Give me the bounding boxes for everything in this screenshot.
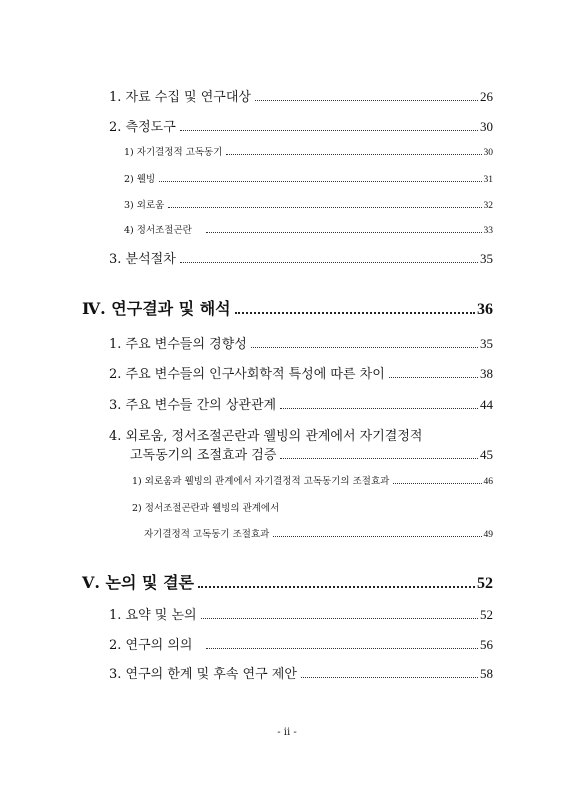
toc-entry bbox=[109, 363, 493, 382]
toc-entry-title: 1. 요약 및 논의 bbox=[109, 608, 197, 623]
toc-page-number: 30 bbox=[480, 119, 493, 134]
toc-chapter-title: Ⅴ. 논의 및 결론 bbox=[82, 573, 194, 592]
toc-page-number: 56 bbox=[480, 637, 493, 652]
toc-entry-title: 1) 자기결정적 고독동기 bbox=[124, 147, 223, 158]
toc-chapter bbox=[82, 296, 493, 319]
dot-leader bbox=[206, 648, 478, 649]
dot-leader bbox=[301, 677, 478, 678]
toc-subentry bbox=[132, 473, 493, 487]
toc-chapter-title: Ⅳ. 연구결과 및 해석 bbox=[82, 299, 231, 318]
toc-entry-title: 2) 웰빙 bbox=[124, 174, 156, 185]
toc-entry-title: 1. 주요 변수들의 경향성 bbox=[109, 337, 247, 352]
toc-entry-title: 3. 연구의 한계 및 후속 연구 제안 bbox=[109, 667, 297, 682]
toc-entry-title: 2. 측정도구 bbox=[109, 120, 176, 135]
toc-subentry bbox=[144, 526, 493, 540]
toc-chapter bbox=[82, 570, 493, 593]
toc-page-number: 46 bbox=[483, 477, 493, 487]
dot-leader bbox=[201, 618, 478, 619]
dot-leader bbox=[226, 154, 481, 155]
toc-page-number: 26 bbox=[480, 89, 493, 104]
toc-subentry bbox=[124, 222, 493, 236]
dot-leader bbox=[393, 483, 481, 484]
toc-entry bbox=[109, 663, 493, 682]
dot-leader bbox=[235, 312, 475, 314]
toc-page-number: 35 bbox=[480, 251, 493, 266]
toc-page-number: 36 bbox=[477, 301, 493, 318]
toc-entry-title: 4. 외로움, 정서조절곤란과 웰빙의 관계에서 자기결정적 bbox=[109, 429, 423, 444]
toc-subentry bbox=[124, 197, 493, 211]
dot-leader bbox=[206, 232, 482, 233]
toc-page-number: 58 bbox=[480, 666, 493, 681]
toc-entry-title: 3) 외로움 bbox=[124, 200, 165, 211]
toc-page-number: 45 bbox=[480, 447, 493, 462]
toc-entry-title-continued: 자기결정적 고독동기 조절효과 bbox=[144, 529, 270, 540]
dot-leader bbox=[251, 347, 478, 348]
toc-page-number: 31 bbox=[483, 175, 493, 185]
toc-entry-title: 4) 정서조절곤란 bbox=[124, 225, 192, 236]
dot-leader bbox=[180, 130, 478, 131]
toc-entry bbox=[109, 634, 493, 653]
toc-entry bbox=[109, 604, 493, 623]
dot-leader bbox=[280, 408, 478, 409]
toc-entry-title: 3. 주요 변수들 간의 상관관계 bbox=[109, 398, 277, 413]
dot-leader bbox=[168, 207, 481, 208]
toc-entry-title-continued: 고독동기의 조절효과 검증 bbox=[130, 448, 277, 463]
dot-leader bbox=[280, 458, 478, 459]
toc-entry-title: 3. 분석절차 bbox=[109, 252, 176, 267]
dot-leader bbox=[273, 536, 481, 537]
toc-subentry bbox=[124, 171, 493, 185]
dot-leader bbox=[198, 586, 475, 588]
toc-entry bbox=[109, 86, 493, 105]
dot-leader bbox=[180, 262, 478, 263]
dot-leader bbox=[159, 181, 481, 182]
toc-entry-title: 2. 연구의 의의 bbox=[109, 638, 193, 653]
page-footer-number: - ii - bbox=[277, 727, 297, 738]
toc-entry bbox=[109, 116, 493, 135]
toc-entry-title: 2. 주요 변수들의 인구사회학적 특성에 따른 차이 bbox=[109, 367, 385, 382]
toc-page-number: 32 bbox=[483, 201, 493, 211]
toc-page-number: 52 bbox=[477, 575, 493, 592]
toc-page-number: 49 bbox=[483, 530, 493, 540]
toc-entry-title: 1) 외로움과 웰빙의 관계에서 자기결정적 고독동기의 조절효과 bbox=[132, 476, 390, 487]
toc-entry-title: 2) 정서조절곤란과 웰빙의 관계에서 bbox=[132, 503, 280, 514]
toc-page-number: 38 bbox=[480, 366, 493, 381]
toc-entry bbox=[109, 394, 493, 413]
toc-subentry bbox=[124, 144, 493, 158]
toc-entry bbox=[130, 444, 493, 463]
toc-entry bbox=[109, 248, 493, 267]
toc-page-number: 35 bbox=[480, 336, 493, 351]
toc-entry-title: 1. 자료 수집 및 연구대상 bbox=[109, 90, 251, 105]
dot-leader bbox=[389, 377, 478, 378]
toc-page-number: 33 bbox=[483, 226, 493, 236]
toc-entry bbox=[109, 333, 493, 352]
toc-page-number: 44 bbox=[480, 397, 493, 412]
toc-page-number: 30 bbox=[483, 148, 493, 158]
toc-page-number: 52 bbox=[480, 607, 493, 622]
dot-leader bbox=[255, 100, 478, 101]
